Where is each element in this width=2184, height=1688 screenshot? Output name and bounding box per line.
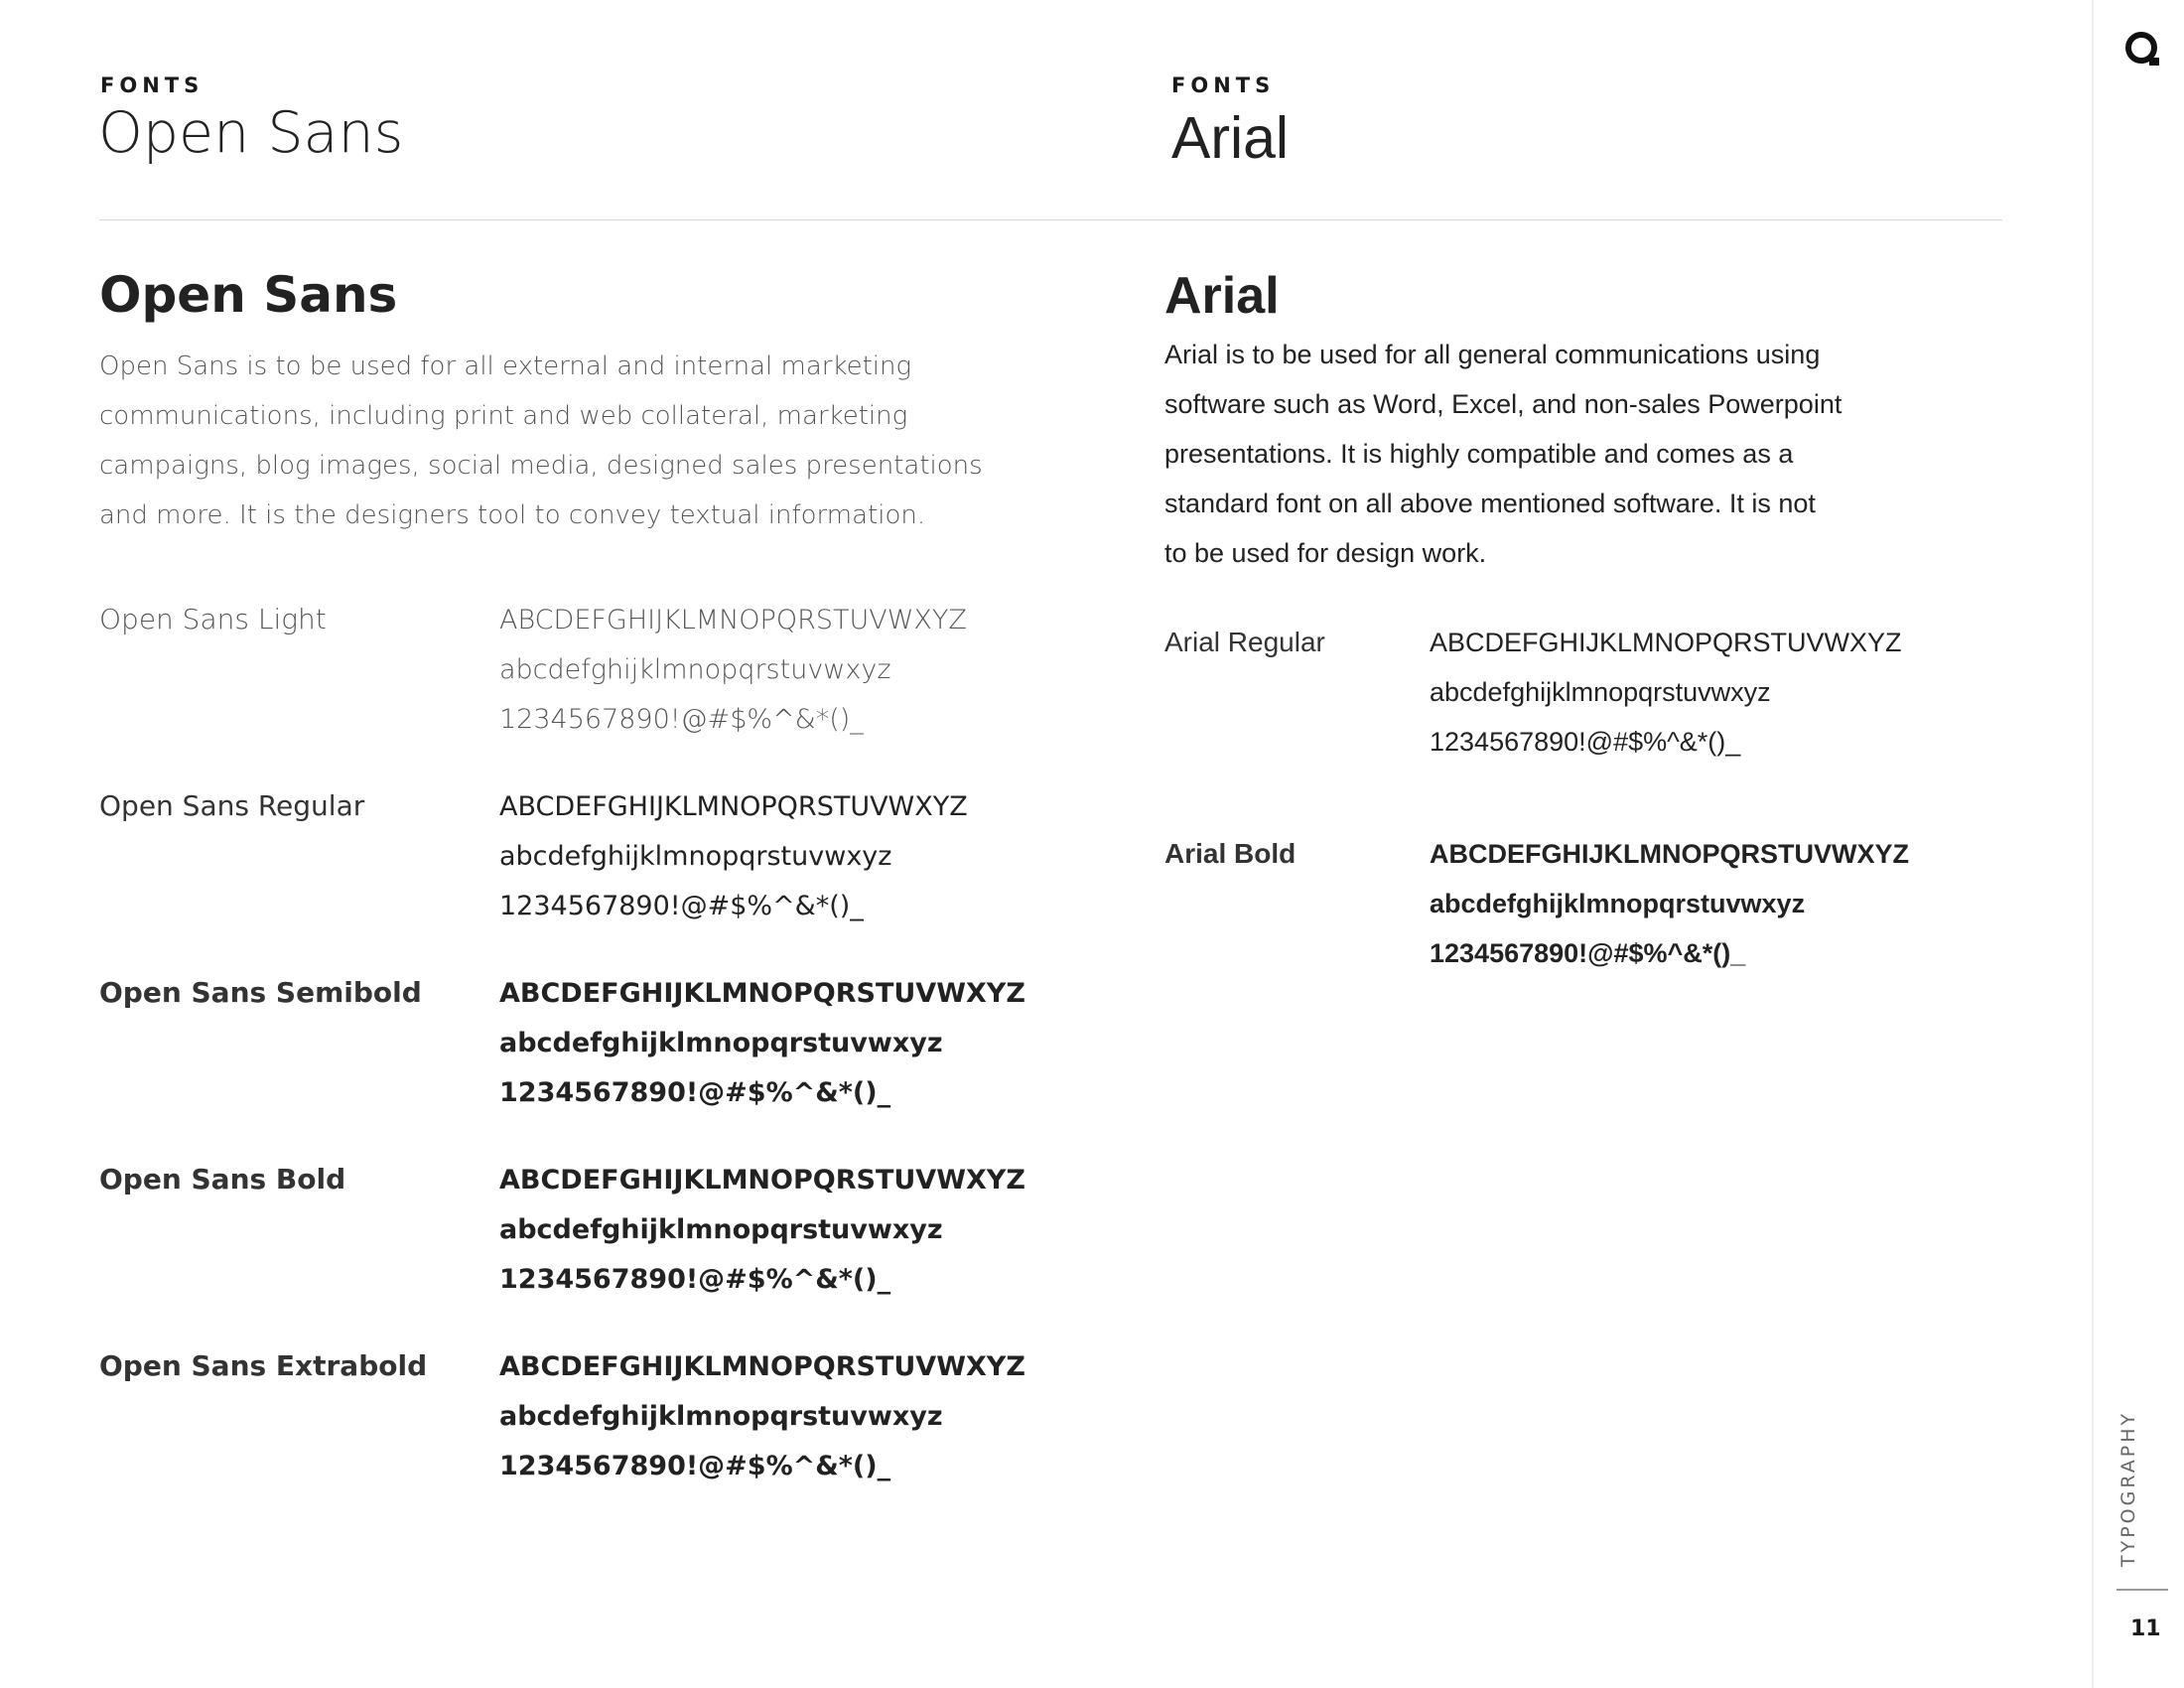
specimen-extrabold [499,1342,1025,1491]
style-name-regular: Open Sans Regular [99,789,365,822]
right-page-title: Arial [1171,105,1290,171]
specimen-semibold [499,969,1025,1118]
specimen-digits: 1234567890!@#$%^&*()_ [1430,727,1741,757]
right-kicker: FONTS [1171,73,1276,97]
specimen-uppercase: ABCDEFGHIJKLMNOPQRSTUVWXYZ [499,791,968,822]
description-line: campaigns, blog images, social media, designed sales presentations [99,451,983,481]
specimen-uppercase: ABCDEFGHIJKLMNOPQRSTUVWXYZ [499,978,1025,1009]
specimen-regular [499,782,968,931]
specimen-lowercase: abcdefghijklmnopqrstuvwxyz [1430,677,1771,707]
style-name-semibold: Open Sans Semibold [99,976,422,1009]
style-name-bold: Open Sans Bold [99,1163,346,1196]
open-sans-description [99,342,993,540]
specimen-digits: 1234567890!@#$%^&*()_ [1430,938,1746,968]
specimen-lowercase: abcdefghijklmnopqrstuvwxyz [499,1401,943,1432]
specimen-light [499,596,967,745]
specimen-lowercase: abcdefghijklmnopqrstuvwxyz [1430,889,1806,918]
specimen-lowercase: abcdefghijklmnopqrstuvwxyz [499,654,891,685]
rail-divider [2092,0,2094,1688]
specimen-arial-bold [1430,829,1909,978]
style-name-arial-bold: Arial Bold [1164,838,1297,869]
style-name-extrabold: Open Sans Extrabold [99,1349,428,1382]
description-line: presentations. It is highly compatible and comes as a [1164,439,1794,469]
page-number: 11 [2130,1617,2161,1641]
specimen-bold [499,1156,1025,1305]
style-name-arial-regular: Arial Regular [1164,627,1325,657]
specimen-digits: 1234567890!@#$%^&*()_ [499,1451,891,1481]
specimen-digits: 1234567890!@#$%^&*()_ [499,704,864,735]
description-line: software such as Word, Excel, and non-sales Powerpoint [1164,389,1843,419]
description-line: communications, including print and web collateral, marketing [99,401,908,431]
specimen-digits: 1234567890!@#$%^&*()_ [499,1264,891,1295]
section-label: TYPOGRAPHY [2117,1410,2139,1567]
specimen-arial-regular [1430,618,1902,767]
brand-logo-icon [2123,30,2163,70]
arial-description [1164,330,1899,578]
specimen-uppercase: ABCDEFGHIJKLMNOPQRSTUVWXYZ [499,605,967,635]
style-name-light: Open Sans Light [99,603,327,635]
description-line: Arial is to be used for all general communications using [1164,340,1821,369]
specimen-uppercase: ABCDEFGHIJKLMNOPQRSTUVWXYZ [499,1351,1025,1382]
specimen-uppercase: ABCDEFGHIJKLMNOPQRSTUVWXYZ [1430,628,1902,657]
left-page-title: Open Sans [98,100,404,166]
header-divider [99,219,2002,220]
open-sans-heading: Open Sans [99,266,398,324]
specimen-uppercase: ABCDEFGHIJKLMNOPQRSTUVWXYZ [499,1165,1025,1196]
specimen-digits: 1234567890!@#$%^&*()_ [499,1077,891,1108]
section-marker-line [2116,1589,2168,1591]
description-line: to be used for design work. [1164,538,1487,568]
specimen-digits: 1234567890!@#$%^&*()_ [499,891,864,921]
description-line: Open Sans is to be used for all external and internal marketing [99,352,912,381]
specimen-lowercase: abcdefghijklmnopqrstuvwxyz [499,841,892,872]
arial-heading: Arial [1164,267,1280,325]
description-line: standard font on all above mentioned software. It is not [1164,489,1816,518]
left-kicker: FONTS [100,73,205,97]
description-line: and more. It is the designers tool to convey textual information. [99,500,926,530]
specimen-lowercase: abcdefghijklmnopqrstuvwxyz [499,1028,943,1058]
specimen-lowercase: abcdefghijklmnopqrstuvwxyz [499,1214,943,1245]
specimen-uppercase: ABCDEFGHIJKLMNOPQRSTUVWXYZ [1430,839,1910,869]
